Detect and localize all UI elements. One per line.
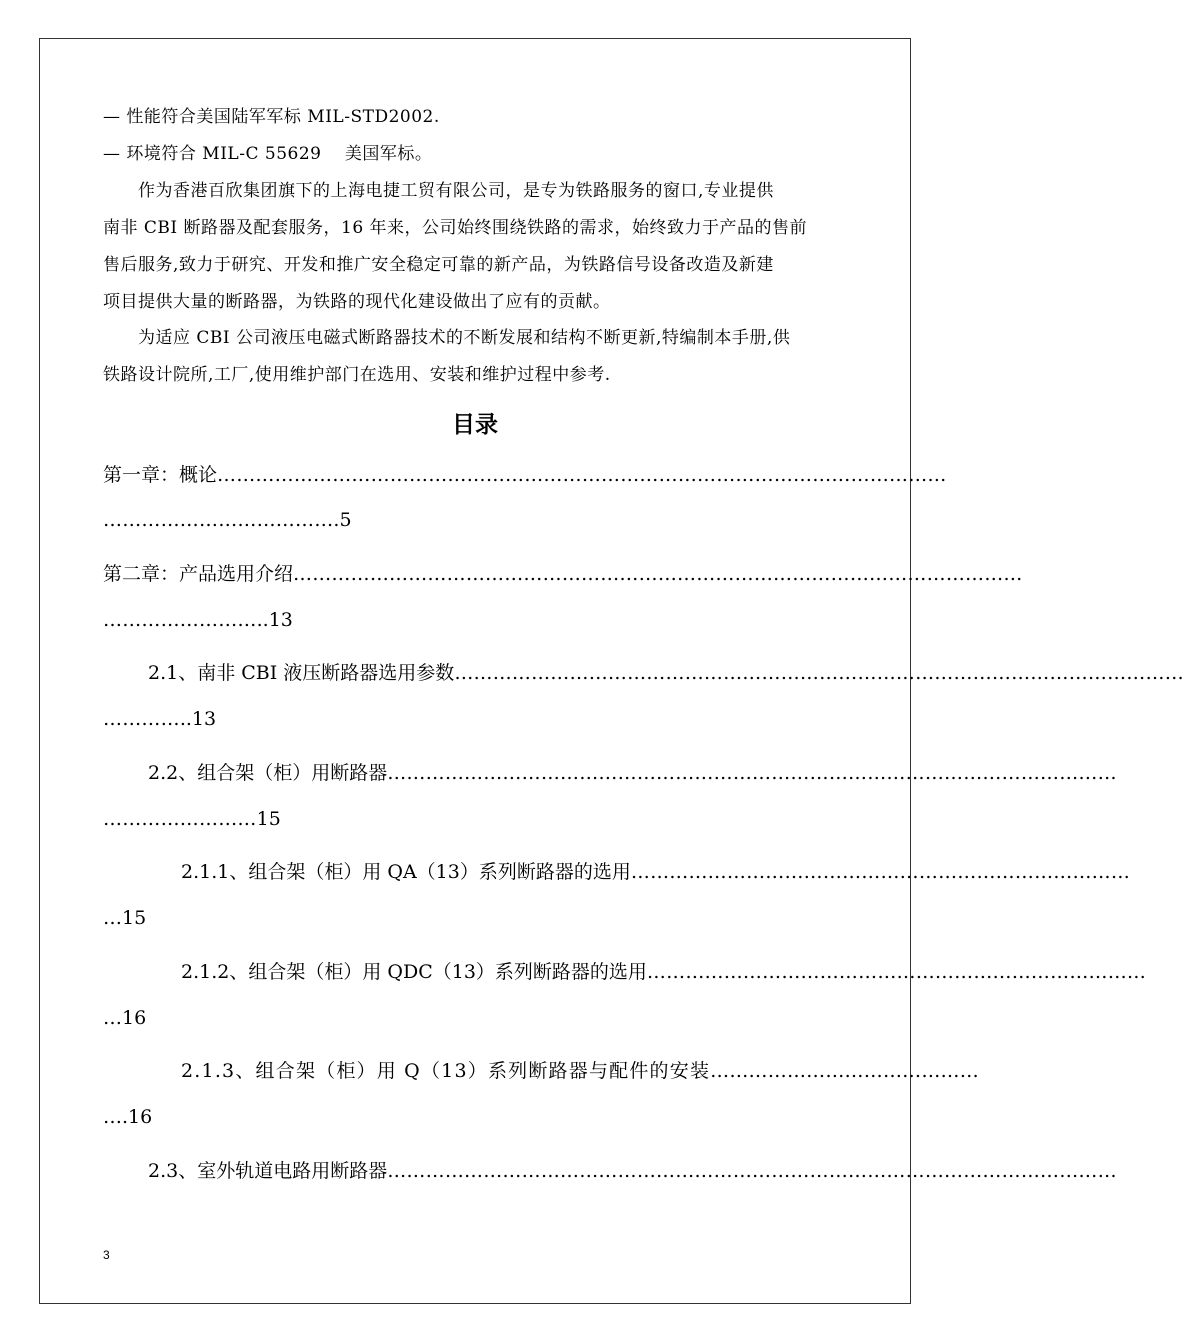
toc-page-number: .16 bbox=[122, 1106, 153, 1128]
toc-entry-label: 2.1.2、组合架（柜）用 QDC（13）系列断路器的选用 bbox=[181, 961, 647, 983]
toc-entry[interactable] bbox=[148, 658, 1184, 685]
toc-leader: …………………………………………………………………… bbox=[646, 961, 1147, 983]
toc-entry-continuation bbox=[103, 609, 848, 631]
toc-page-number: 15 bbox=[256, 808, 281, 830]
toc-entry[interactable] bbox=[181, 1056, 979, 1083]
toc-leader: ……………………………… bbox=[103, 509, 334, 531]
toc-page-number: ..13 bbox=[179, 708, 217, 730]
toc-entry-continuation bbox=[103, 907, 848, 929]
toc-entry-label: 2.2、组合架（柜）用断路器 bbox=[148, 762, 388, 784]
page-number: 3 bbox=[103, 1248, 110, 1262]
toc-leader: …………………………………… bbox=[710, 1060, 979, 1082]
toc-leader: …………………………………………………………………………………………………… bbox=[454, 662, 1184, 684]
toc-page-number: 15 bbox=[122, 907, 147, 929]
toc-leader: …………………………………………………………………………………………………… bbox=[387, 1160, 1117, 1182]
company-paragraph-line: 作为香港百欣集团旗下的上海电捷工贸有限公司，是专为铁路服务的窗口,专业提供 bbox=[103, 181, 774, 201]
company-paragraph-line: 南非 CBI 断路器及配套服务，16 年来，公司始终围绕铁路的需求，始终致力于产品的售前 bbox=[103, 218, 808, 238]
toc-leader: …………………… bbox=[103, 609, 257, 631]
toc-entry[interactable] bbox=[181, 857, 1131, 884]
toc-entry-label: 2.1、南非 CBI 液压断路器选用参数 bbox=[148, 662, 455, 684]
toc-entry-label: 2.1.1、组合架（柜）用 QA（13）系列断路器的选用 bbox=[181, 861, 631, 883]
purpose-paragraph-line: 铁路设计院所,工厂,使用维护部门在选用、安装和维护过程中参考. bbox=[103, 365, 611, 385]
toc-entry-continuation bbox=[103, 808, 848, 830]
toc-title: 目录 bbox=[452, 412, 498, 438]
toc-entry[interactable] bbox=[148, 1156, 1117, 1183]
company-paragraph-line: 售后服务,致力于研究、开发和推广安全稳定可靠的新产品，为铁路信号设备改造及新建 bbox=[103, 255, 774, 275]
toc-leader: …………………………………………………………………………………………………… bbox=[217, 464, 947, 486]
toc-entry-label: 2.3、室外轨道电路用断路器 bbox=[148, 1160, 388, 1182]
toc-leader: … bbox=[103, 1106, 122, 1128]
toc-entry-label: 2.1.3、组合架（柜）用 Q（13）系列断路器与配件的安装 bbox=[181, 1060, 711, 1082]
toc-leader: … bbox=[103, 1007, 122, 1029]
toc-leader: …………………………………………………………………………………………………… bbox=[387, 762, 1117, 784]
toc-page-number: ..13 bbox=[256, 609, 293, 631]
toc-leader: ………… bbox=[103, 708, 180, 730]
toc-entry-continuation bbox=[103, 708, 848, 730]
toc-entry[interactable] bbox=[103, 559, 1023, 586]
toc-leader: …………………………………………………………………………………………………… bbox=[293, 563, 1023, 585]
toc-entry[interactable] bbox=[181, 957, 1147, 984]
toc-page-number: 16 bbox=[122, 1007, 147, 1029]
toc-entry-continuation bbox=[103, 509, 848, 531]
toc-entry-continuation bbox=[103, 1106, 848, 1128]
toc-entry-label: 第一章：概论 bbox=[103, 464, 218, 486]
toc-entry-continuation bbox=[103, 1007, 848, 1029]
toc-entry[interactable] bbox=[148, 758, 1117, 785]
toc-leader: …………………………………………………………………… bbox=[630, 861, 1131, 883]
toc-entry[interactable] bbox=[103, 460, 947, 487]
toc-leader: …………………… bbox=[103, 808, 257, 830]
spec-line-1: — 性能符合美国陆军军标 MIL-STD2002. bbox=[103, 107, 440, 127]
purpose-paragraph-line: 为适应 CBI 公司液压电磁式断路器技术的不断发展和结构不断更新,特编制本手册,供 bbox=[103, 328, 791, 348]
toc-leader: … bbox=[103, 907, 122, 929]
spec-line-2: — 环境符合 MIL-C 55629 美国军标。 bbox=[103, 144, 433, 164]
toc-page-number: .5 bbox=[333, 509, 352, 531]
toc-entry-label: 第二章：产品选用介绍 bbox=[103, 563, 294, 585]
company-paragraph-line: 项目提供大量的断路器，为铁路的现代化建设做出了应有的贡献。 bbox=[103, 292, 611, 312]
